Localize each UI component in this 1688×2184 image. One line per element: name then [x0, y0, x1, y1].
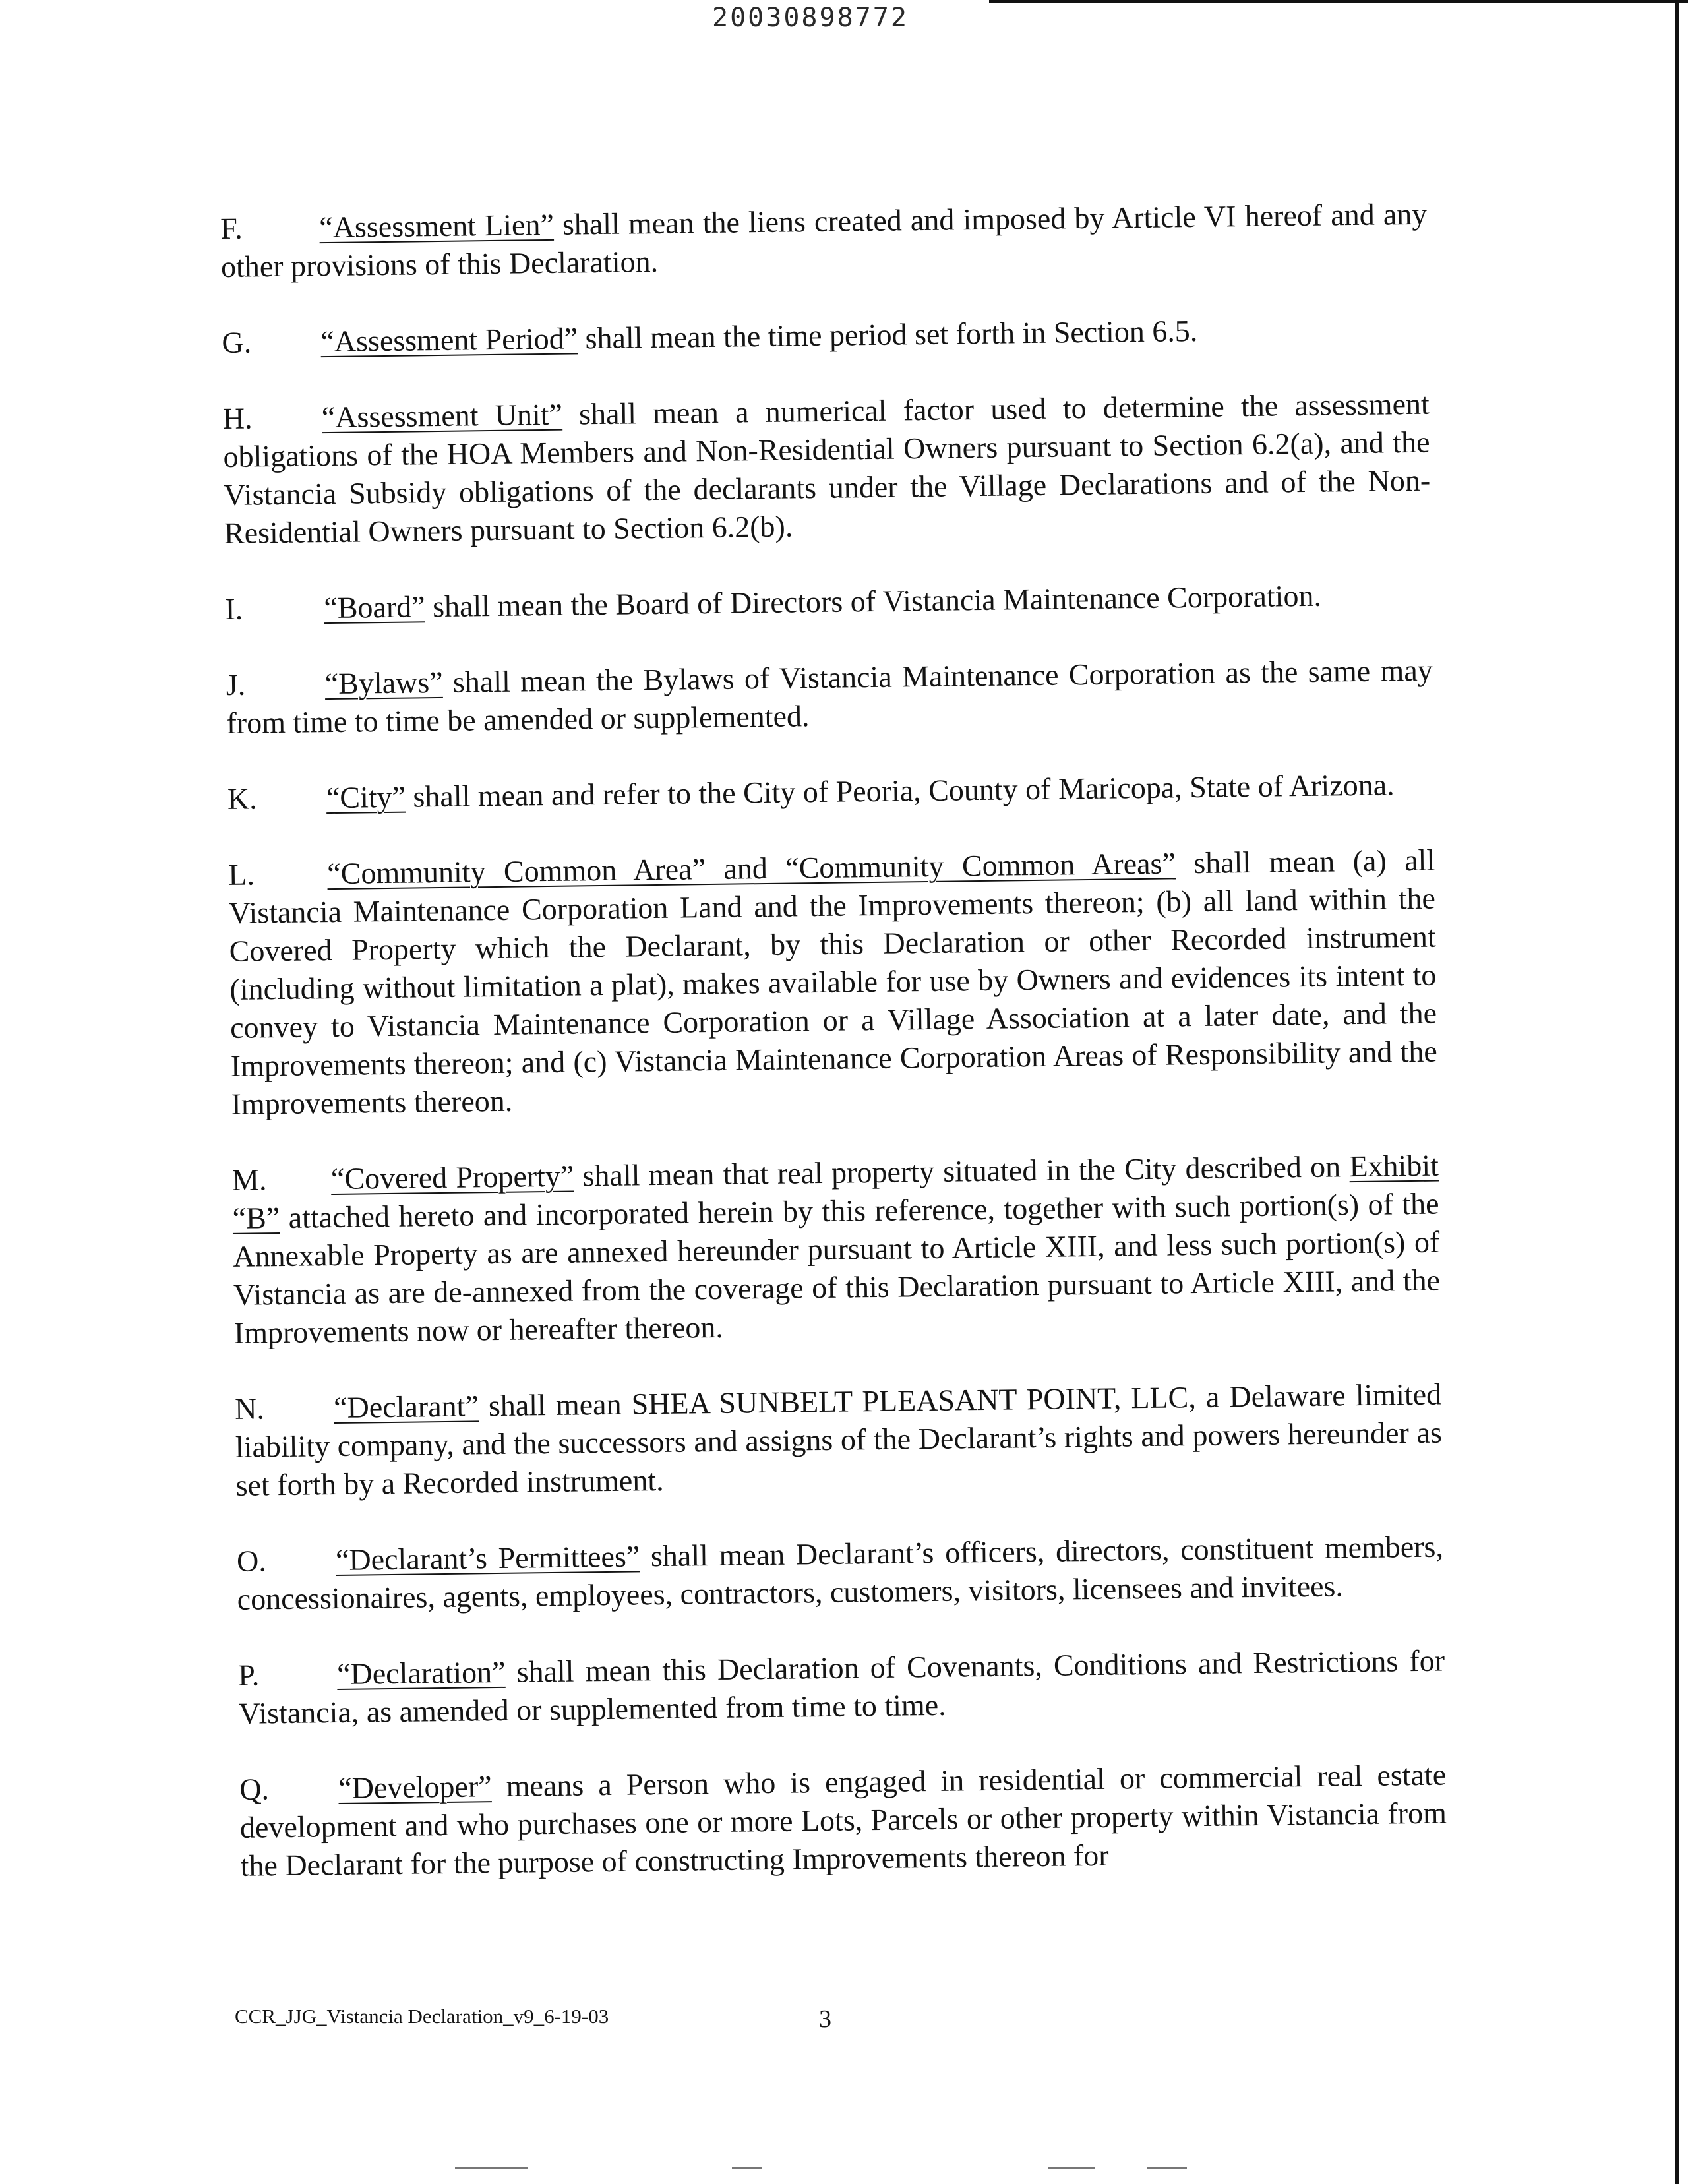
definition-term: “Developer” — [338, 1769, 492, 1805]
definition-term: “Bylaws” — [324, 665, 443, 701]
definition-letter: M. — [231, 1163, 267, 1197]
definition-g — [222, 309, 1429, 362]
definition-term: “Declaration” — [336, 1654, 506, 1691]
definition-term: “Declarant” — [333, 1389, 479, 1425]
scan-speck — [455, 2167, 528, 2169]
definition-term: “Assessment Unit” — [321, 397, 563, 435]
definition-term: “City” — [326, 779, 406, 815]
definition-term: “Assessment Period” — [320, 321, 578, 359]
scan-speck — [732, 2167, 762, 2169]
definition-text: shall mean the time period set forth in Section 6.5. — [577, 313, 1198, 355]
definition-term: “Covered Property” — [330, 1159, 574, 1196]
page-number: 3 — [819, 2005, 831, 2033]
scan-top-border — [989, 0, 1688, 3]
definition-letter: O. — [236, 1544, 267, 1578]
definition-text: shall mean a numerical factor used to determine the assessment obligations of the HOA Members and Non-Residential Owners pursuant to Section 6.2(a), and the Vistancia Subsidy obligations of the declarants under the Village Declarations and of the Non-Residential Owners pursuant to Section 6.2(b). — [223, 386, 1431, 550]
definition-l — [228, 841, 1438, 1124]
definition-term: “Community Common Area” and “Community Common Areas” — [326, 846, 1176, 891]
definition-f — [220, 195, 1428, 286]
recording-number: 20030898772 — [712, 3, 909, 33]
definition-text: shall mean and refer to the City of Peoria, County of Maricopa, State of Arizona. — [405, 768, 1395, 814]
scan-right-border — [1675, 0, 1679, 2184]
definition-text: shall mean the Board of Directors of Vistancia Maintenance Corporation. — [425, 578, 1322, 624]
definition-term: “Assessment Lien” — [319, 207, 555, 245]
definition-letter: H. — [222, 401, 253, 435]
definition-o — [237, 1527, 1444, 1618]
definitions-body — [220, 195, 1448, 1923]
scan-speck — [1147, 2167, 1187, 2169]
definition-text: shall mean the liens created and imposed by Article VI hereof and any other provisions of this Declaration. — [220, 197, 1428, 284]
definition-i — [225, 576, 1432, 628]
definition-text: means a Person who is engaged in residential or commercial real estate development and who purchases one or more Lots, Parcels or other property within Vistancia from the Declarant for the purpose of constructing Improvements thereon for — [239, 1757, 1447, 1883]
definition-text: shall mean this Declaration of Covenants, Conditions and Restrictions for Vistancia, as amended or supplemented from time to time. — [238, 1643, 1445, 1730]
definition-letter: G. — [222, 325, 252, 359]
footer-document-id: CCR_JJG_Vistancia Declaration_v9_6-19-03 — [235, 2005, 609, 2028]
definition-n — [235, 1376, 1443, 1505]
definition-text: shall mean SHEA SUNBELT PLEASANT POINT, LLC, a Delaware limited liability company, and the successors and assigns of the Declarant’s rights and powers hereunder as set forth by a Recorded instrument. — [235, 1377, 1443, 1502]
definition-term: “Declarant’s Permittees” — [335, 1539, 640, 1577]
definition-j — [226, 652, 1433, 743]
definition-letter: N. — [234, 1391, 265, 1426]
definition-text: shall mean that real property situated in the City described on — [574, 1149, 1350, 1193]
definition-h — [223, 385, 1432, 553]
definition-text-continued: attached hereto and incorporated herein by this reference, together with such portion(s) of the Annexable Property as are annexed hereunder pursuant to Article XIII, and less such portion(s) of Vistancia as are de-annexed from the coverage of this Declaration pursuant to Article XIII, and the Improvements now or hereafter thereon. — [233, 1186, 1441, 1350]
definition-m — [232, 1147, 1441, 1352]
definition-letter: P. — [237, 1658, 260, 1692]
scan-speck — [1048, 2167, 1095, 2169]
definition-letter: I. — [225, 592, 243, 626]
definition-q — [239, 1755, 1447, 1885]
definition-text: shall mean (a) all Vistancia Maintenance Corporation Land and the Improvements thereon; (b) all land within the Covered Property which the Declarant, by this Declaration or other Recorded instrument (including without limitation a plat), makes available for use by Owners and evidences its intent to convey to Vistancia Maintenance Corporation or a Village Association at a later date, and the Improvements thereon; and (c) Vistancia Maintenance Corporation Areas of Responsibility and the Improvements thereon. — [228, 843, 1438, 1121]
definition-letter: F. — [220, 211, 243, 245]
definition-term-exhibit: Exhibit “B” — [232, 1148, 1439, 1235]
definition-p — [238, 1641, 1445, 1732]
definition-text: shall mean Declarant’s officers, directors, constituent members, concessionaires, agents, employees, contractors, customers, visitors, licensees and invitees. — [237, 1529, 1444, 1616]
definition-text: shall mean the Bylaws of Vistancia Maintenance Corporation as the same may from time to time be amended or supplemented. — [226, 653, 1433, 740]
definition-letter: L. — [228, 857, 255, 892]
definition-letter: J. — [226, 667, 246, 702]
definition-letter: Q. — [239, 1772, 270, 1806]
definition-k — [227, 766, 1435, 818]
definition-letter: K. — [227, 781, 257, 816]
scan-noise — [0, 2167, 1688, 2173]
definition-term: “Board” — [324, 590, 425, 625]
